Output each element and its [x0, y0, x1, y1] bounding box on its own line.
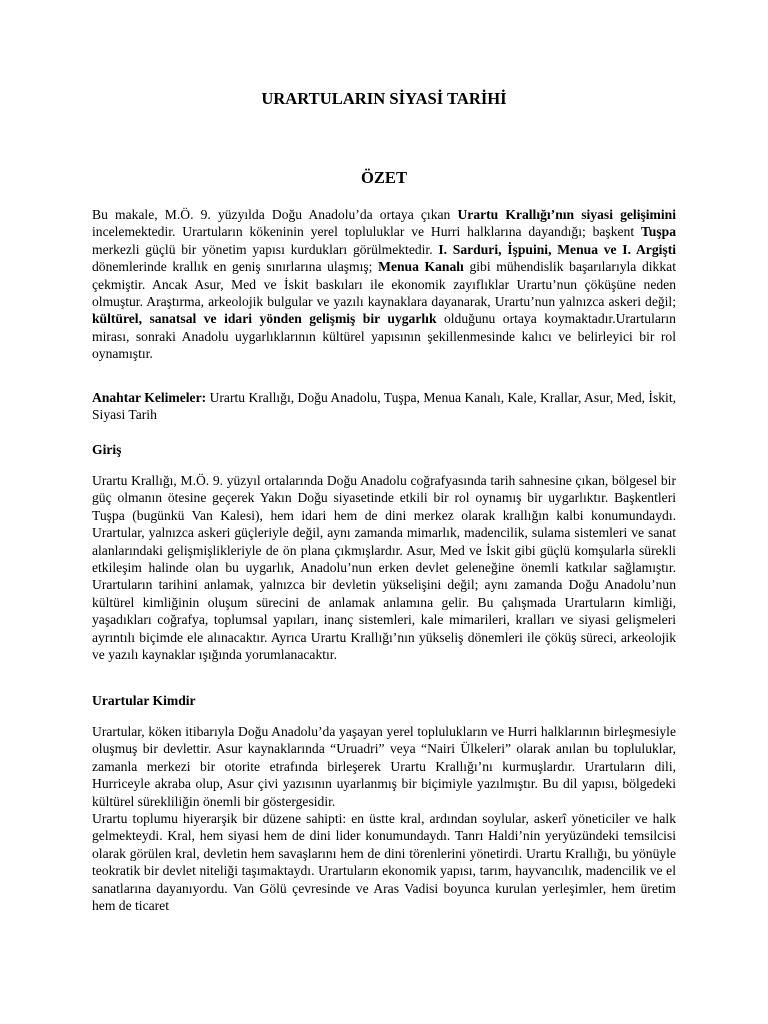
keywords-text: Urartu Krallığı, Doğu Anadolu, Tuşpa, Menua Kanalı, Kale, Krallar, Asur, Med, İskit, Siyasi Tarih [92, 390, 676, 423]
body-paragraph: Urartular, köken itibarıyla Doğu Anadolu’da yaşayan yerel toplulukların ve Hurri halklarının birleşmesiyle oluşmuş bir devlettir. Asur kaynaklarında “Uruadri” veya “Nairi Ülkeleri” olarak anılan bu topluluklar, zamanla merkezi bir otorite etrafında birleşerek Urartu Krallığı’nı kurmuşlardır. Urartuların dili, Hurriceyle akraba olup, Asur çivi yazısının uyarlanmış bir biçimiyle yazılmıştır. Bu dil yapısı, bölgedeki kültürel sürekliliğin önemli bir göstergesidir. [92, 724, 676, 809]
abstract-text: gibi mühendislik başarılarıyla dikkat çekmiştir. Ancak Asur, Med ve İskit baskıları ile ekonomik zayıflıklar Urartu’nun çöküşüne neden olmuştur. Araştırma, arkeolojik bulgular ve yazılı kaynaklara dayanarak, Urartu’nun yalnızca askeri değil; [92, 259, 676, 310]
abstract-text: merkezli güçlü bir yönetim yapısı kurdukları görülmektedir. [92, 241, 439, 257]
abstract-text: olduğunu ortaya koymaktadır.Urartuların mirası, sonraki Anadolu uygarlıklarının kültürel yapısının şekillenmesinde kalıcı ve belirleyici bir rol oynamıştır. [92, 311, 676, 362]
intro-text: Urartu Krallığı, M.Ö. 9. yüzyıl ortalarında Doğu Anadolu coğrafyasında tarih sahnesine çıkan, bölgesel bir güç olmanın ötesine geçerek Yakın Doğu siyasetinde etkili bir rol oynamış bir uygarlıktır. Başkentleri Tuşpa (bugünkü Van Kalesi), hem idari hem de dini merkez olarak krallığın kalbi konumundaydı. Urartular, yalnızca askeri güçleriyle değil, aynı zamanda mimarlık, madencilik, sulama sistemleri ve sanat alanlarındaki gelişmişlikleriyle de ön plana çıkmışlardır. Asur, Med ve İskit gibi güçlü komşularla sürekli etkileşim halinde olan bu uygarlık, Anadolu’nun erken devlet geleneğine önemli katkılar sağlamıştır. Urartuların tarihini anlamak, yalnızca bir devletin yükselişini değil; aynı zamanda Doğu Anadolu’nun kültürel kimliğinin oluşum sürecini de anlamak anlamına gelir. Bu çalışmada Urartuların kimliği, yaşadıkları coğrafya, toplumsal yapıları, inanç sistemleri, kale mimarileri, kralları ve siyasi gelişmeleri ayrıntılı biçimde ele alınacaktır. Ayrıca Urartu Krallığı’nın yükseliş dönemleri ile çöküş süreci, arkeolojik ve yazılı kaynaklar ışığında yorumlanacaktır. [92, 473, 676, 663]
abstract-text: dönemlerinde krallık en geniş sınırlarına ulaşmış; [92, 259, 379, 275]
abstract-emphasis: Urartu Krallığı’nın siyasi gelişimini [457, 207, 676, 222]
document-title: URARTULARIN SİYASİ TARİHİ [261, 89, 507, 108]
abstract-text: incelemektedir. Urartuların kökeninin yerel topluluklar ve Hurri halklarına dayandığı; başkent [92, 224, 641, 240]
body-paragraph: Urartu toplumu hiyerarşik bir düzene sahipti: en üstte kral, ardından soylular, askerî yöneticiler ve halk gelmekteydi. Kral, hem siyasi hem de dini lider konumundaydı. Tanrı Haldi’nin yeryüzündeki temsilcisi olarak görülen kral, devletin hem savaşlarını hem de dini törenlerini yönetirdi. Urartu Krallığı, bu yönüyle teokratik bir devlet niteliği taşımaktaydı. Urartuların ekonomik yapısı, tarım, hayvancılık, madencilik ve el sanatlarına dayanıyordu. Van Gölü çevresinde ve Aras Vadisi boyunca kurulan yerleşimler, hem üretim hem de ticaret [92, 811, 676, 914]
abstract-emphasis: Menua Kanalı [378, 259, 464, 275]
keywords-label: Anahtar Kelimeler: [92, 390, 207, 405]
intro-heading: Giriş [92, 442, 122, 457]
abstract-text: Bu makale, M.Ö. 9. yüzyılda Doğu Anadolu’da ortaya çıkan [92, 207, 458, 222]
abstract-emphasis: I. Sarduri, İşpuini, Menua ve I. Argişti [438, 241, 676, 257]
intro-paragraph [92, 472, 676, 663]
keywords-paragraph [92, 389, 676, 424]
abstract-emphasis: kültürel, sanatsal ve idari yönden gelişmiş bir uygarlık [92, 311, 437, 327]
abstract-emphasis: Tuşpa [640, 224, 676, 240]
section-body-urartular-kimdir [92, 723, 676, 914]
abstract-paragraph [92, 206, 676, 363]
section-heading-urartular-kimdir: Urartular Kimdir [92, 693, 196, 708]
abstract-heading: ÖZET [360, 168, 408, 187]
